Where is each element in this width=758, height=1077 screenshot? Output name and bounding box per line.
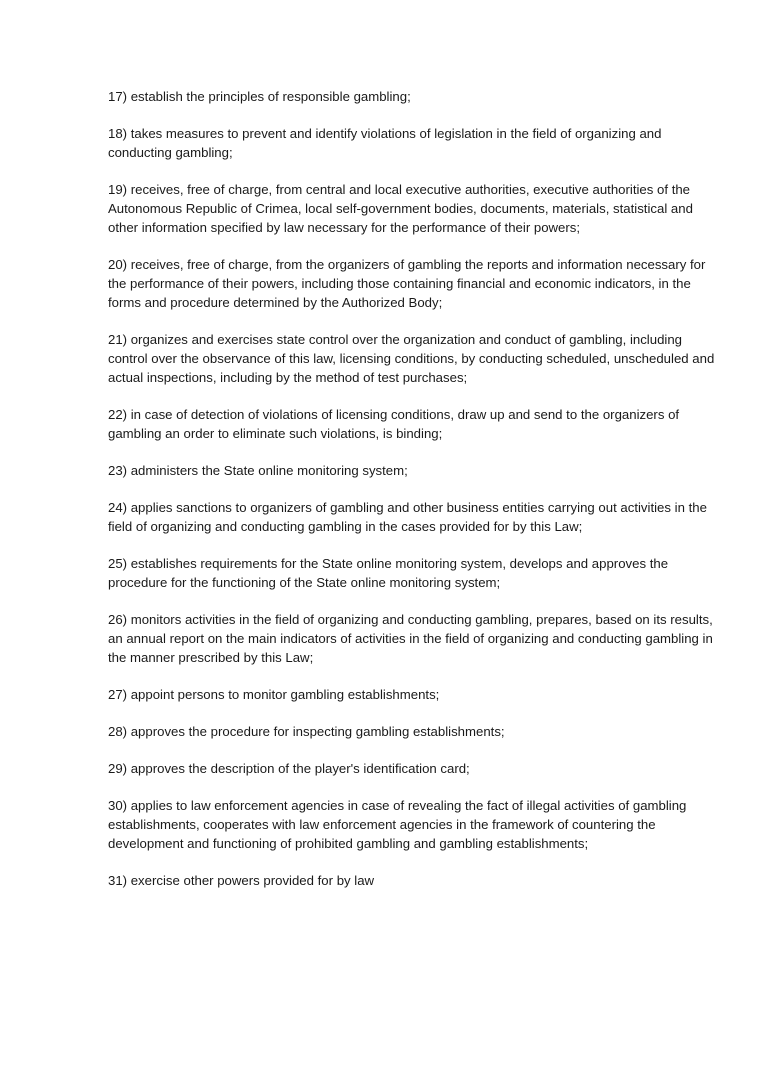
list-item: 21) organizes and exercises state control over the organization and conduct of gambling, including control over the observance of this law, licensing conditions, by conducting scheduled, unscheduled and actual inspections, including by the method of test purchases; [108,332,715,385]
list-item: 17) establish the principles of responsible gambling; [108,89,411,104]
list-item: 29) approves the description of the player's identification card; [108,761,470,776]
list-item: 19) receives, free of charge, from central and local executive authorities, executive authorities of the Autonomous Republic of Crimea, local self-government bodies, documents, materials, statistical and other information specified by law necessary for the performance of their powers; [108,182,693,235]
list-item: 22) in case of detection of violations of licensing conditions, draw up and send to the organizers of gambling an order to eliminate such violations, is binding; [108,407,680,441]
list-item: 28) approves the procedure for inspecting gambling establishments; [108,724,505,739]
list-item: 24) applies sanctions to organizers of gambling and other business entities carrying out activities in the field of organizing and conducting gambling in the cases provided for by this Law; [108,500,707,534]
powers-list [108,87,720,908]
list-item: 18) takes measures to prevent and identify violations of legislation in the field of organizing and conducting gambling; [108,126,662,160]
list-item: 31) exercise other powers provided for by law [108,873,375,888]
list-item: 20) receives, free of charge, from the organizers of gambling the reports and information necessary for the performance of their powers, including those containing financial and economic indicators, in the forms and procedure determined by the Authorized Body; [108,257,706,310]
list-item: 27) appoint persons to monitor gambling establishments; [108,687,440,702]
list-item: 30) applies to law enforcement agencies in case of revealing the fact of illegal activities of gambling establishments, cooperates with law enforcement agencies in the framework of countering the development and functioning of prohibited gambling and gambling establishments; [108,798,687,851]
list-item: 26) monitors activities in the field of organizing and conducting gambling, prepares, based on its results, an annual report on the main indicators of activities in the field of organizing and conducting gambling in the manner prescribed by this Law; [108,612,713,665]
list-item: 23) administers the State online monitoring system; [108,463,408,478]
list-item: 25) establishes requirements for the State online monitoring system, develops and approves the procedure for the functioning of the State online monitoring system; [108,556,669,590]
